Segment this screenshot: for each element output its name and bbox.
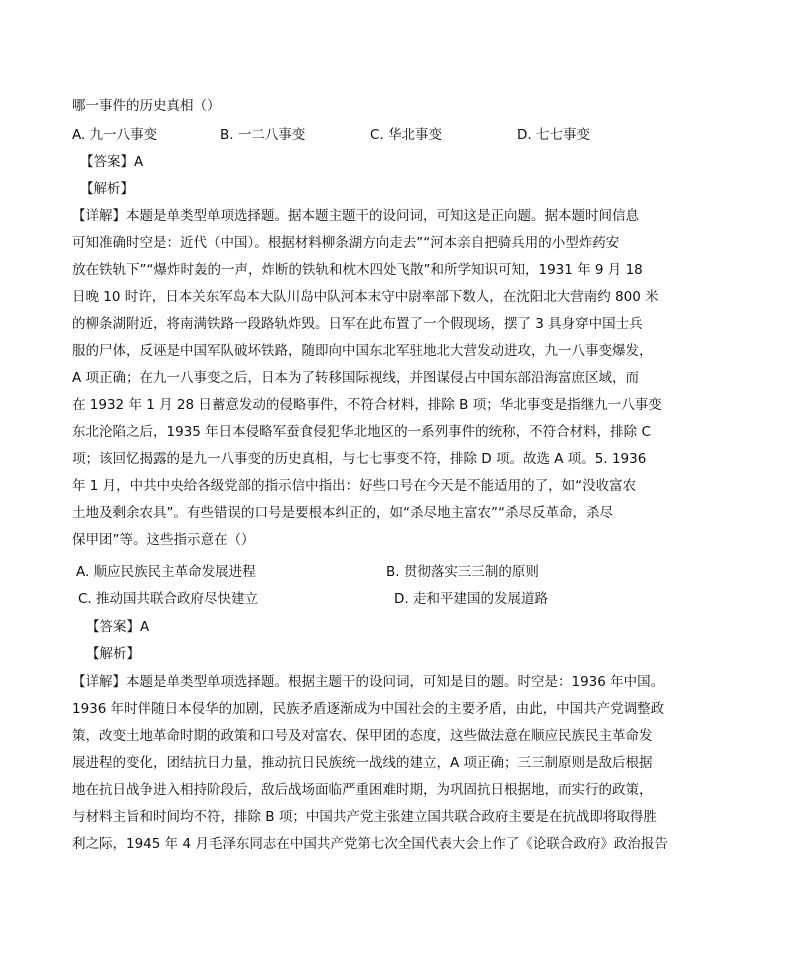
detail-line: 地在抗日战争进入相持阶段后，敌后战场面临严重困难时期，为巩固抗日根据地，而实行的政策， [72,782,653,798]
detail-line: 【详解】本题是单类型单项选择题。据本题主题干的设问词，可知这是正向题。据本题时间信息 [72,208,639,224]
detail-line: A 项正确；在九一八事变之后，日本为了转移国际视线，并图谋侵占中国东部沿海富庶区域，而 [72,370,640,386]
detail-line: 年 1 月，中共中央给各级党部的指示信中指出：好些口号在今天是不能适用的了，如“没收富农 [72,478,637,494]
option-b: B. 贯彻落实三三制的原则 [386,564,539,580]
answer-label: 【答案】A [86,619,150,635]
detail-line: 在 1932 年 1 月 28 日蓄意发动的侵略事件，不符合材料，排除 B 项；华北事变是指继九一八事变 [72,397,662,413]
detail-line: 可知准确时空是：近代（中国）。根据材料柳条湖方向走去”“河本亲自把骑兵用的小型炸药安 [72,235,620,251]
detail-line: 日晚 10 时许，日本关东军岛本大队川岛中队河本末守中尉率部下数人，在沈阳北大营南约 800 米 [72,289,659,305]
detail-line: 的柳条湖附近，将南满铁路一段路轨炸毁。日军在此布置了一个假现场，摆了 3 具身穿中国士兵 [72,316,643,332]
detail-line: 放在铁轨下”“爆炸时轰的一声，炸断的铁轨和枕木四处飞散”和所学知识可知，1931 年 9 月 18 [72,262,643,278]
detail-line: 1936 年时伴随日本侵华的加剧，民族矛盾逐渐成为中国社会的主要矛盾，由此，中国共产党调整政 [72,701,665,717]
option-a: A. 九一八事变 [72,127,158,143]
analysis-label: 【解析】 [80,181,134,197]
question-stem-tail: 哪一事件的历史真相（） [72,98,221,114]
detail-line: 策，改变土地革命时期的政策和口号及对富农、保甲团的态度，这些做法意在顺应民族民主革命发 [72,728,653,744]
option-c: C. 推动国共联合政府尽快建立 [78,591,259,607]
option-d: D. 七七事变 [517,127,590,143]
detail-line: 东北沦陷之后，1935 年日本侵略军蚕食侵犯华北地区的一系列事件的统称，不符合材料，排除 C [72,424,651,440]
detail-line: 土地及剩余农具”。有些错误的口号是要根本纠正的，如“杀尽地主富农”“杀尽反革命，杀尽 [72,505,613,521]
detail-line: 【详解】本题是单类型单项选择题。根据主题干的设问词，可知是目的题。时空是：1936 年中国。 [72,674,665,690]
option-c: C. 华北事变 [370,127,443,143]
detail-line: 服的尸体，反诬是中国军队破坏铁路，随即向中国东北军驻地北大营发动进攻，九一八事变爆发， [72,343,653,359]
detail-line: 与材料主旨和时间均不符，排除 B 项；中国共产党主张建立国共联合政府主要是在抗战即将取得胜 [72,809,657,825]
detail-line: 保甲团”等。这些指示意在（） [72,532,255,548]
option-b: B. 一二八事变 [220,127,306,143]
detail-line: 展进程的变化，团结抗日力量，推动抗日民族统一战线的建立，A 项正确；三三制原则是敌后根据 [72,755,653,771]
option-a: A. 顺应民族民主革命发展进程 [76,564,256,580]
detail-line: 项；该回忆揭露的是九一八事变的历史真相，与七七事变不符，排除 D 项。故选 A 项。5. 1936 [72,451,647,467]
analysis-label: 【解析】 [86,646,140,662]
detail-line: 利之际，1945 年 4 月毛泽东同志在中国共产党第七次全国代表大会上作了《论联合政府》政治报告 [72,836,668,852]
answer-label: 【答案】A [80,154,144,170]
option-d: D. 走和平建国的发展道路 [394,591,548,607]
